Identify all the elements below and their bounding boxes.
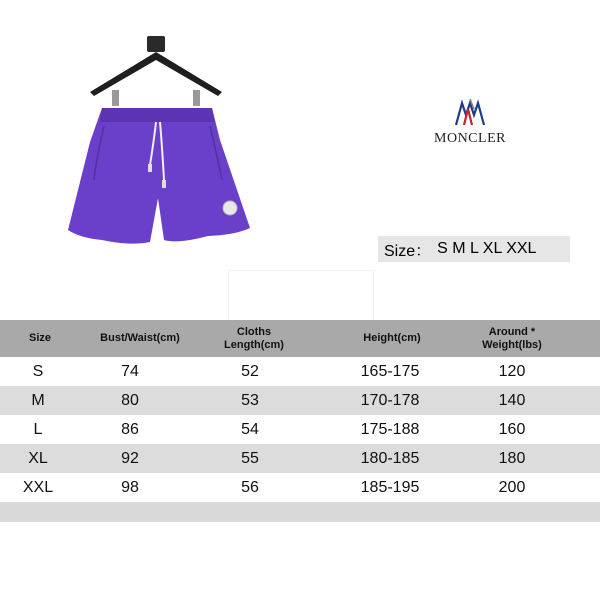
cell-size: XXL [22, 478, 54, 496]
header-cloths-length-line1: Cloths [236, 325, 272, 338]
cell-weight: 140 [498, 391, 526, 409]
drawstring-tip-left [148, 164, 152, 172]
cell-length: 55 [241, 449, 259, 467]
header-weight [482, 326, 542, 352]
cell-weight: 120 [498, 362, 526, 380]
product-image [60, 30, 260, 260]
size-banner [378, 236, 570, 262]
cell-bust-waist: 80 [121, 391, 139, 409]
cell-bust-waist: 98 [121, 478, 139, 496]
cell-height: 170-178 [360, 391, 420, 409]
cell-length: 56 [241, 478, 259, 496]
cell-height: 185-195 [360, 478, 420, 496]
brand-name: MONCLER [434, 131, 506, 146]
waistband [100, 108, 215, 122]
header-weight-line1: Around * [488, 325, 536, 338]
cell-length: 52 [241, 362, 259, 380]
table-row [0, 444, 600, 473]
cell-height: 175-188 [360, 420, 420, 438]
drawstring-tip-right [162, 180, 166, 188]
header-height: Height(cm) [363, 332, 421, 344]
shorts-illustration [60, 30, 260, 260]
table-row [0, 357, 600, 386]
cell-bust-waist: 92 [121, 449, 139, 467]
watermark [228, 270, 374, 322]
cell-size: XL [28, 449, 48, 467]
size-banner-label: Size： [384, 242, 432, 260]
hanger-hook [147, 36, 165, 52]
cell-height: 165-175 [360, 362, 420, 380]
header-cloths-length [224, 326, 284, 352]
cell-height: 180-185 [360, 449, 420, 467]
header-size: Size [28, 332, 52, 344]
header-cloths-length-line2: Length(cm) [224, 338, 284, 351]
shorts-body [68, 108, 250, 244]
size-banner-values: S M L XL XXL [437, 240, 537, 257]
cell-size: S [32, 362, 44, 380]
table-row [0, 415, 600, 444]
table-row [0, 473, 600, 502]
cell-weight: 200 [498, 478, 526, 496]
hanger-clip-left [112, 90, 119, 106]
header-weight-line2: Weight(lbs) [482, 338, 542, 351]
cell-bust-waist: 74 [121, 362, 139, 380]
moncler-emblem-icon [452, 95, 488, 129]
cell-size: L [33, 420, 43, 438]
hanger-clip-right [193, 90, 200, 106]
table-row [0, 386, 600, 415]
cell-bust-waist: 86 [121, 420, 139, 438]
cell-size: M [31, 391, 45, 409]
cell-weight: 180 [498, 449, 526, 467]
cell-weight: 160 [498, 420, 526, 438]
brand-logo [420, 95, 520, 155]
size-table-footer [0, 502, 600, 522]
logo-patch [223, 201, 237, 215]
cell-length: 53 [241, 391, 259, 409]
hanger-bar [90, 52, 222, 96]
header-bust-waist: Bust/Waist(cm) [100, 332, 180, 344]
cell-length: 54 [241, 420, 259, 438]
size-table-header [0, 320, 600, 357]
